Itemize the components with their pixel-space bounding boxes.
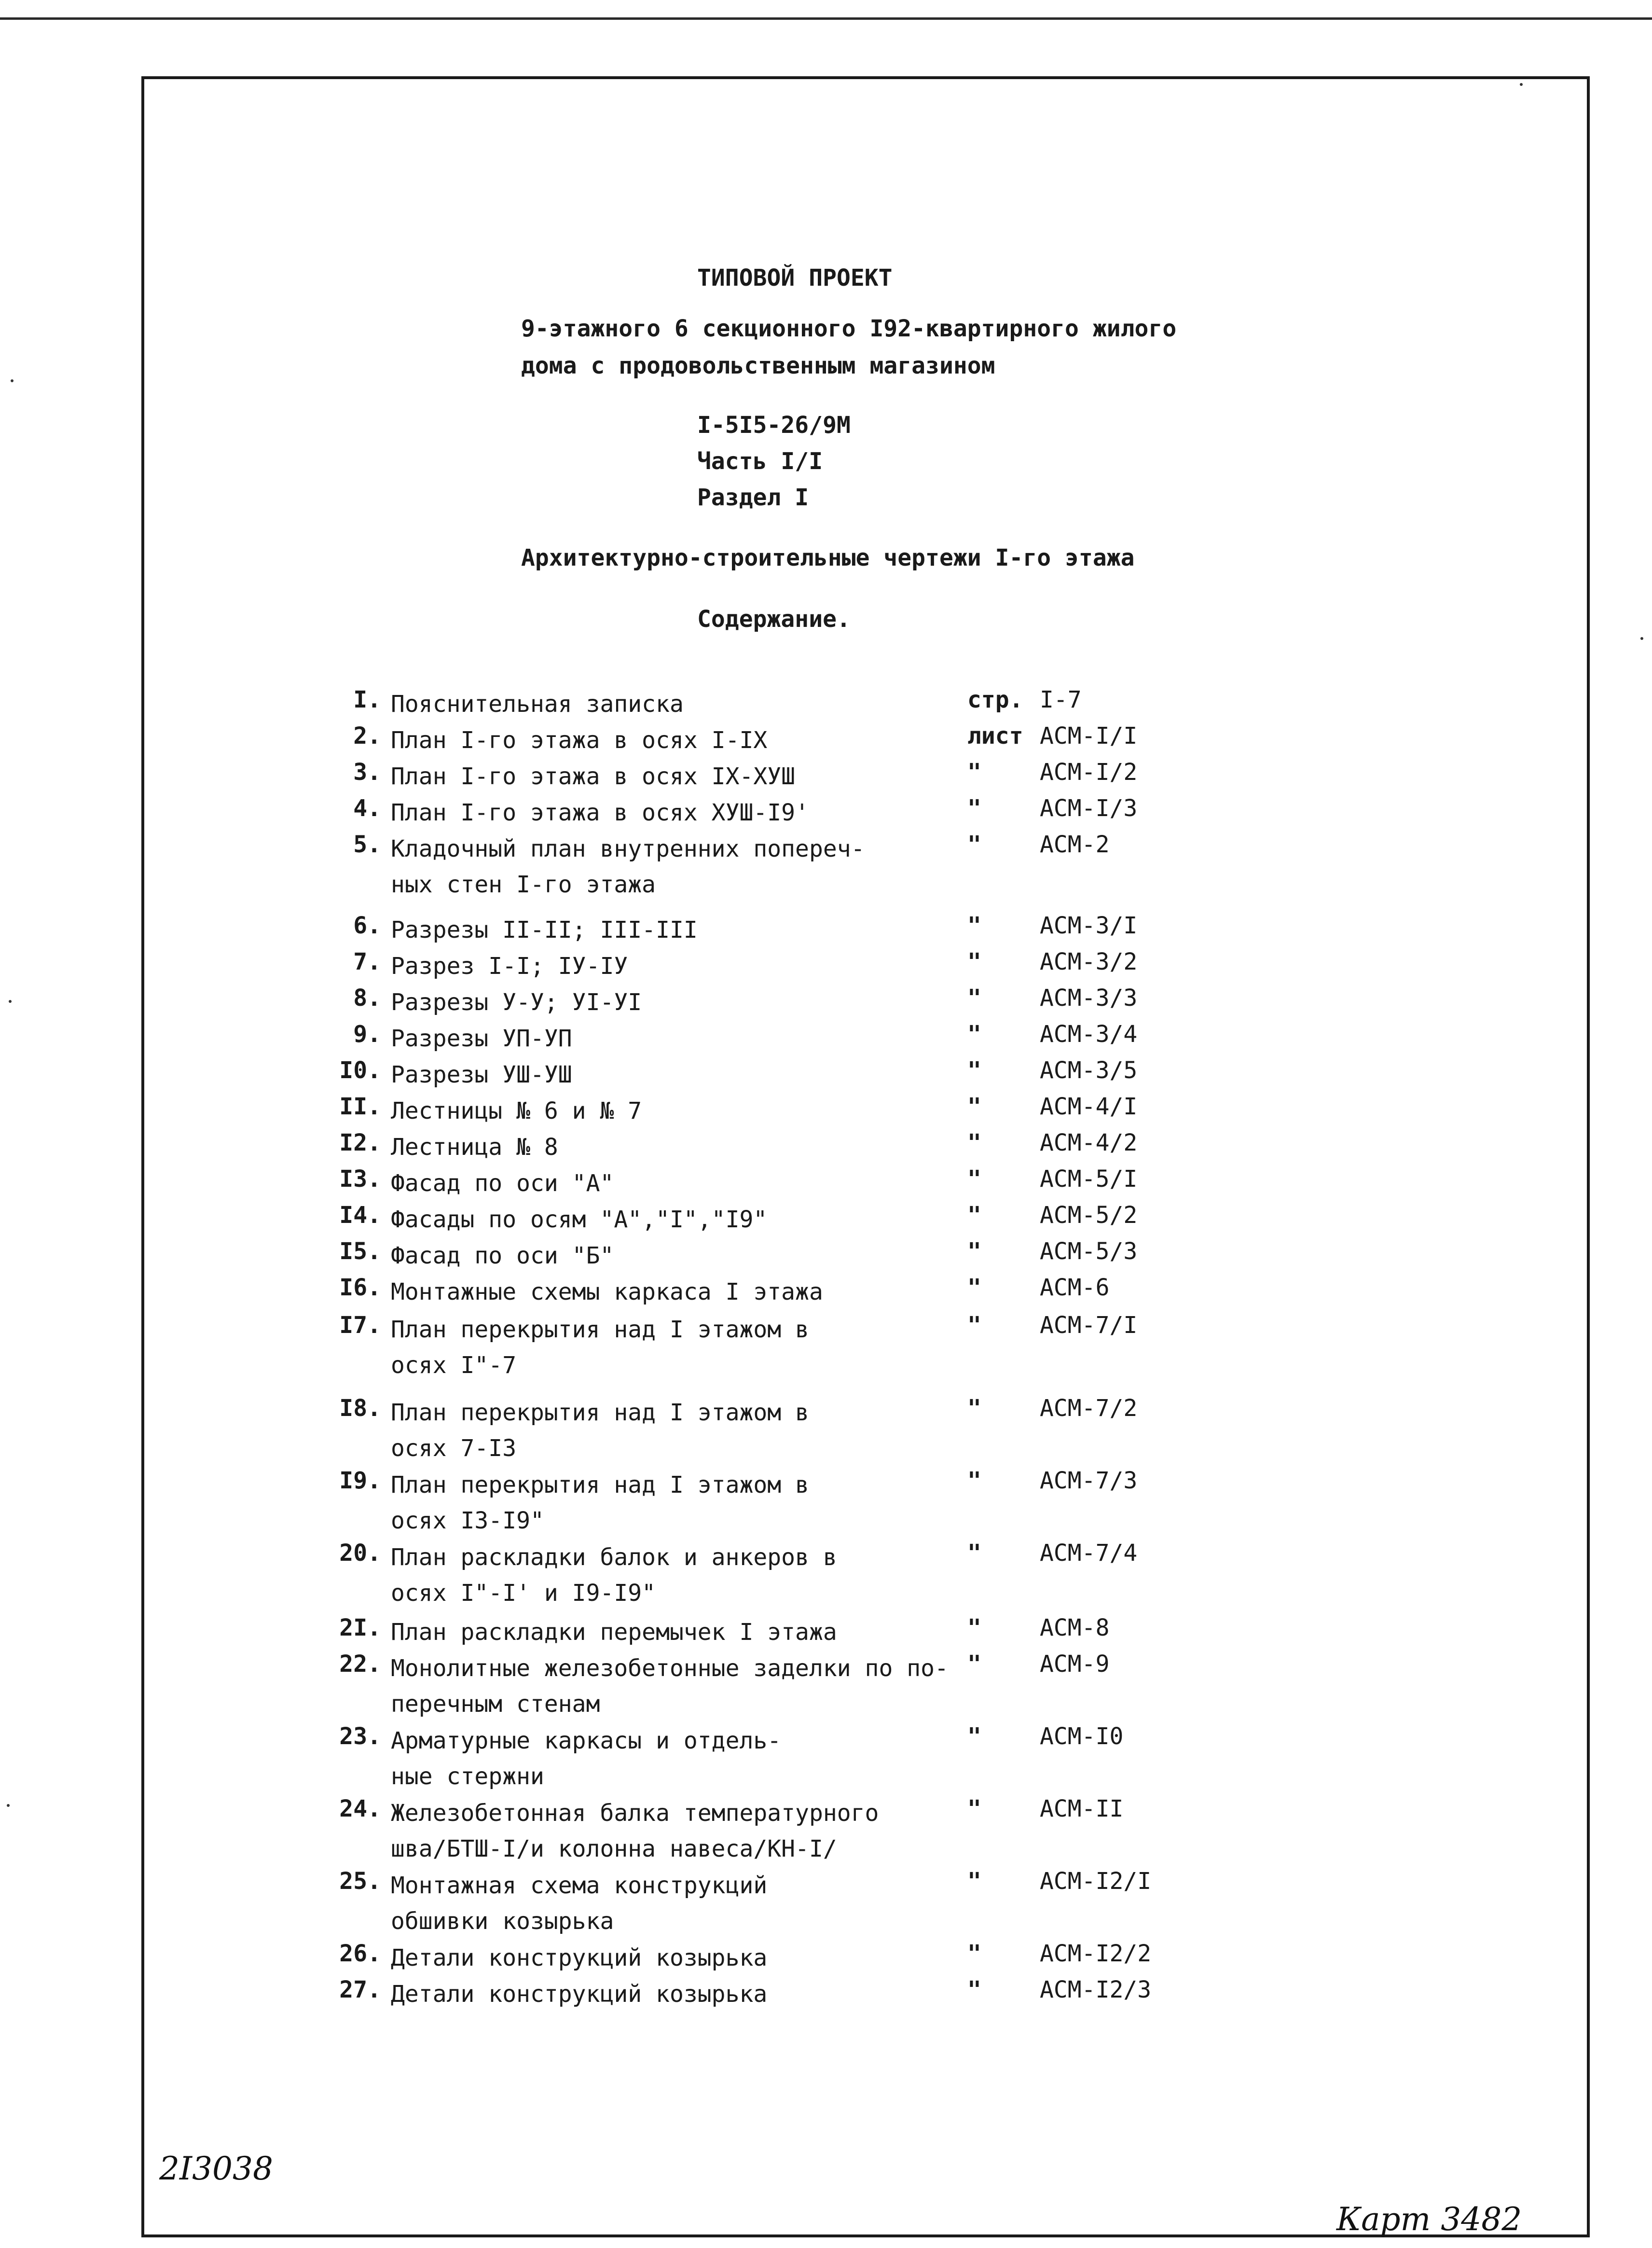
project-section: Раздел I — [697, 484, 809, 511]
toc-item-title-line: Монтажная схема конструкций — [391, 1872, 768, 1899]
toc-item-sheet-code: АСМ-I/I — [1040, 722, 1138, 749]
toc-item-number: 20. — [339, 1540, 381, 1567]
toc-item-number: I4. — [339, 1202, 381, 1229]
toc-item-title-line: План I-го этажа в осях IX-ХУШ — [391, 763, 796, 790]
toc-item-title-line: Разрезы УШ-УШ — [391, 1061, 572, 1088]
scan-speck — [9, 1000, 12, 1003]
toc-item-page-type: " — [967, 912, 981, 939]
toc-item-title-line: Детали конструкций козырька — [391, 1944, 768, 1971]
toc-item-page-type: " — [967, 985, 981, 1012]
toc-item-title-line: План перекрытия над I этажом в — [391, 1399, 809, 1426]
toc-item-title — [391, 1166, 614, 1201]
toc-item-sheet-code: АСМ-3/I — [1040, 912, 1138, 939]
project-part: Часть I/I — [697, 448, 823, 475]
toc-item-sheet-code: АСМ-7/2 — [1040, 1395, 1138, 1422]
toc-row — [0, 1723, 1652, 1790]
toc-item-number: I7. — [339, 1312, 381, 1339]
toc-item-title-line: обшивки козырька — [391, 1908, 614, 1935]
toc-item-title-line: Лестницы № 6 и № 7 — [391, 1097, 642, 1124]
toc-row — [0, 1976, 1652, 2013]
toc-item-page-type: " — [967, 831, 981, 858]
toc-item-number: 23. — [339, 1723, 381, 1750]
toc-row — [0, 1274, 1652, 1311]
toc-item-number: 2. — [353, 722, 381, 749]
toc-item-title — [391, 1238, 614, 1274]
toc-item-sheet-code: АСМ-5/3 — [1040, 1238, 1138, 1265]
toc-item-title — [391, 1057, 572, 1093]
toc-item-number: I8. — [339, 1395, 381, 1422]
drawings-title: Архитектурно-строительные чертежи I-го этажа — [521, 544, 1135, 571]
toc-item-title-line: осях 7-I3 — [391, 1435, 517, 1462]
scan-speck — [11, 379, 14, 382]
toc-item-title-line: Разрез I-I; IУ-IУ — [391, 953, 628, 980]
toc-row — [0, 831, 1652, 898]
toc-item-title-line: Детали конструкций козырька — [391, 1981, 768, 2008]
toc-item-title — [391, 1093, 642, 1129]
toc-item-title-line: осях I"-7 — [391, 1352, 517, 1379]
toc-item-title — [391, 831, 865, 902]
toc-item-title-line: Фасады по осям "А","I","I9" — [391, 1206, 768, 1233]
toc-item-number: I. — [353, 686, 381, 713]
toc-item-number: 25. — [339, 1868, 381, 1895]
toc-item-sheet-code: АСМ-I2/2 — [1040, 1940, 1152, 1967]
toc-item-title-line: План I-го этажа в осях I-IX — [391, 727, 768, 754]
toc-item-title-line: Железобетонная балка температурного — [391, 1800, 879, 1827]
toc-item-number: I5. — [339, 1238, 381, 1265]
toc-item-page-type: " — [967, 1795, 981, 1822]
toc-item-page-type: " — [967, 1395, 981, 1422]
toc-item-title — [391, 1467, 809, 1539]
toc-row — [0, 686, 1652, 723]
toc-item-page-type: " — [967, 1093, 981, 1120]
scan-speck — [1640, 637, 1643, 640]
toc-item-sheet-code: АСМ-I2/3 — [1040, 1976, 1152, 2003]
toc-item-title-line: ные стержни — [391, 1763, 544, 1790]
toc-item-page-type: " — [967, 1976, 981, 2003]
toc-item-title — [391, 1614, 837, 1650]
top-edge-line — [0, 17, 1652, 20]
toc-item-title-line: осях I"-I' и I9-I9" — [391, 1580, 656, 1607]
toc-item-title-line: Монолитные железобетонные заделки по по- — [391, 1655, 949, 1682]
toc-item-page-type: " — [967, 1021, 981, 1048]
toc-item-sheet-code: АСМ-I2/I — [1040, 1868, 1152, 1895]
toc-item-sheet-code: АСМ-4/I — [1040, 1093, 1138, 1120]
toc-item-title-line: Разрезы У-У; УI-УI — [391, 989, 642, 1016]
toc-item-title — [391, 759, 795, 794]
toc-item-title-line: Монтажные схемы каркаса I этажа — [391, 1278, 823, 1305]
toc-item-title-line: Пояснительная записка — [391, 691, 684, 718]
toc-item-title — [391, 1651, 949, 1722]
toc-item-number: 7. — [353, 948, 381, 975]
toc-item-title — [391, 1312, 809, 1383]
toc-item-sheet-code: АСМ-7/3 — [1040, 1467, 1138, 1494]
toc-item-title — [391, 1274, 823, 1310]
toc-item-sheet-code: АСМ-7/I — [1040, 1312, 1138, 1339]
toc-item-sheet-code: АСМ-3/5 — [1040, 1057, 1138, 1084]
toc-item-title — [391, 1940, 767, 1976]
toc-item-number: 24. — [339, 1795, 381, 1822]
toc-item-title-line: Разрезы УП-УП — [391, 1025, 572, 1052]
project-description-line-2: дома с продовольственным магазином — [521, 352, 995, 379]
inventory-number: 2I3038 — [159, 2150, 274, 2187]
toc-row — [0, 1021, 1652, 1057]
toc-item-title-line: осях I3-I9" — [391, 1507, 544, 1534]
toc-item-page-type: " — [967, 1540, 981, 1567]
toc-item-number: I3. — [339, 1166, 381, 1193]
toc-item-page-type: " — [967, 1166, 981, 1193]
toc-item-number: 26. — [339, 1940, 381, 1967]
toc-item-title-line: Фасад по оси "А" — [391, 1170, 614, 1197]
toc-item-title-line: План I-го этажа в осях ХУШ-I9' — [391, 799, 809, 826]
toc-item-title-line: ных стен I-го этажа — [391, 871, 656, 898]
toc-item-title — [391, 1395, 809, 1466]
toc-row — [0, 1940, 1652, 1977]
toc-item-title — [391, 985, 642, 1020]
toc-item-page-type: " — [967, 1312, 981, 1339]
project-code: I-5I5-26/9М — [697, 412, 851, 439]
toc-item-title — [391, 1021, 572, 1056]
toc-item-sheet-code: АСМ-7/4 — [1040, 1540, 1138, 1567]
toc-item-page-type: " — [967, 1614, 981, 1641]
toc-item-title-line: Кладочный план внутренних попереч- — [391, 835, 865, 862]
toc-item-page-type: " — [967, 1723, 981, 1750]
toc-item-number: 9. — [353, 1021, 381, 1048]
toc-item-page-type: " — [967, 948, 981, 975]
toc-row — [0, 722, 1652, 759]
toc-item-title-line: перечным стенам — [391, 1691, 600, 1718]
toc-row — [0, 1868, 1652, 1935]
toc-row — [0, 912, 1652, 949]
toc-row — [0, 1540, 1652, 1607]
toc-item-sheet-code: АСМ-5/I — [1040, 1166, 1138, 1193]
toc-item-sheet-code: АСМ-2 — [1040, 831, 1110, 858]
toc-item-title — [391, 1723, 781, 1794]
archive-note: Карт 3482 — [1336, 2201, 1522, 2238]
contents-heading: Содержание. — [697, 606, 851, 633]
toc-item-sheet-code: АСМ-3/3 — [1040, 985, 1138, 1012]
toc-item-page-type: " — [967, 1238, 981, 1265]
toc-row — [0, 1238, 1652, 1275]
toc-item-sheet-code: АСМ-6 — [1040, 1274, 1110, 1301]
toc-item-number: 27. — [339, 1976, 381, 2003]
toc-item-number: I2. — [339, 1129, 381, 1156]
toc-item-sheet-code: АСМ-I/2 — [1040, 759, 1138, 786]
toc-row — [0, 1614, 1652, 1651]
toc-item-page-type: " — [967, 759, 981, 786]
toc-row — [0, 1057, 1652, 1094]
toc-item-number: I6. — [339, 1274, 381, 1301]
toc-item-page-type: " — [967, 1651, 981, 1678]
toc-row — [0, 795, 1652, 832]
project-description-line-1: 9-этажного 6 секционного I92-квартирного жилого — [521, 315, 1177, 342]
toc-item-title-line: Лестница № 8 — [391, 1134, 558, 1161]
toc-item-number: 2I. — [339, 1614, 381, 1641]
toc-item-number: 22. — [339, 1651, 381, 1678]
toc-row — [0, 1093, 1652, 1130]
toc-item-sheet-code: АСМ-5/2 — [1040, 1202, 1138, 1229]
toc-item-page-type: " — [967, 1274, 981, 1301]
toc-item-title-line: Разрезы II-II; III-III — [391, 916, 698, 944]
toc-item-title — [391, 948, 628, 984]
toc-item-title-line: шва/БТШ-I/и колонна навеса/КН-I/ — [391, 1835, 837, 1862]
toc-item-number: II. — [339, 1093, 381, 1120]
toc-item-page-type: " — [967, 1202, 981, 1229]
toc-item-title — [391, 722, 767, 758]
toc-row — [0, 759, 1652, 795]
toc-row — [0, 1312, 1652, 1379]
toc-item-title-line: План перекрытия над I этажом в — [391, 1471, 809, 1499]
toc-item-number: I9. — [339, 1467, 381, 1494]
toc-row — [0, 1129, 1652, 1166]
toc-row — [0, 1467, 1652, 1534]
toc-row — [0, 1651, 1652, 1718]
toc-item-number: 5. — [353, 831, 381, 858]
toc-item-page-type: " — [967, 1940, 981, 1967]
toc-row — [0, 985, 1652, 1021]
scan-speck — [7, 1804, 10, 1807]
toc-item-number: 6. — [353, 912, 381, 939]
toc-row — [0, 1202, 1652, 1238]
toc-item-page-type: " — [967, 1057, 981, 1084]
toc-item-sheet-code: АСМ-8 — [1040, 1614, 1110, 1641]
toc-item-page-type: " — [967, 1129, 981, 1156]
toc-item-page-type: стр. — [967, 686, 1023, 713]
toc-item-title — [391, 686, 684, 722]
toc-item-sheet-code: АСМ-3/2 — [1040, 948, 1138, 975]
toc-item-number: I0. — [339, 1057, 381, 1084]
toc-item-page-type: " — [967, 1868, 981, 1895]
toc-item-number: 4. — [353, 795, 381, 822]
toc-item-page-type: " — [967, 1467, 981, 1494]
toc-item-sheet-code: АСМ-9 — [1040, 1651, 1110, 1678]
document-title: ТИПОВОЙ ПРОЕКТ — [697, 264, 893, 291]
toc-item-sheet-code: I-7 — [1040, 686, 1082, 713]
toc-item-sheet-code: АСМ-I0 — [1040, 1723, 1124, 1750]
toc-item-page-type: " — [967, 795, 981, 822]
toc-item-number: 8. — [353, 985, 381, 1012]
toc-item-title-line: Арматурные каркасы и отдель- — [391, 1727, 782, 1754]
toc-item-sheet-code: АСМ-II — [1040, 1795, 1124, 1822]
toc-item-title-line: План перекрытия над I этажом в — [391, 1316, 809, 1343]
toc-item-title — [391, 795, 809, 831]
toc-item-page-type: лист — [967, 722, 1023, 749]
toc-item-title — [391, 1202, 767, 1237]
toc-row — [0, 948, 1652, 985]
toc-row — [0, 1166, 1652, 1202]
toc-item-sheet-code: АСМ-3/4 — [1040, 1021, 1138, 1048]
toc-item-sheet-code: АСМ-I/3 — [1040, 795, 1138, 822]
scan-speck — [1520, 83, 1523, 86]
toc-item-title — [391, 1540, 837, 1611]
toc-item-title — [391, 1795, 879, 1867]
toc-item-title — [391, 912, 698, 948]
toc-item-sheet-code: АСМ-4/2 — [1040, 1129, 1138, 1156]
toc-row — [0, 1395, 1652, 1462]
toc-item-title — [391, 1129, 558, 1165]
toc-row — [0, 1795, 1652, 1862]
toc-item-number: 3. — [353, 759, 381, 786]
toc-item-title — [391, 1868, 767, 1939]
toc-item-title — [391, 1976, 767, 2012]
toc-item-title-line: Фасад по оси "Б" — [391, 1242, 614, 1269]
toc-item-title-line: План раскладки перемычек I этажа — [391, 1619, 837, 1646]
toc-item-title-line: План раскладки балок и анкеров в — [391, 1544, 837, 1571]
